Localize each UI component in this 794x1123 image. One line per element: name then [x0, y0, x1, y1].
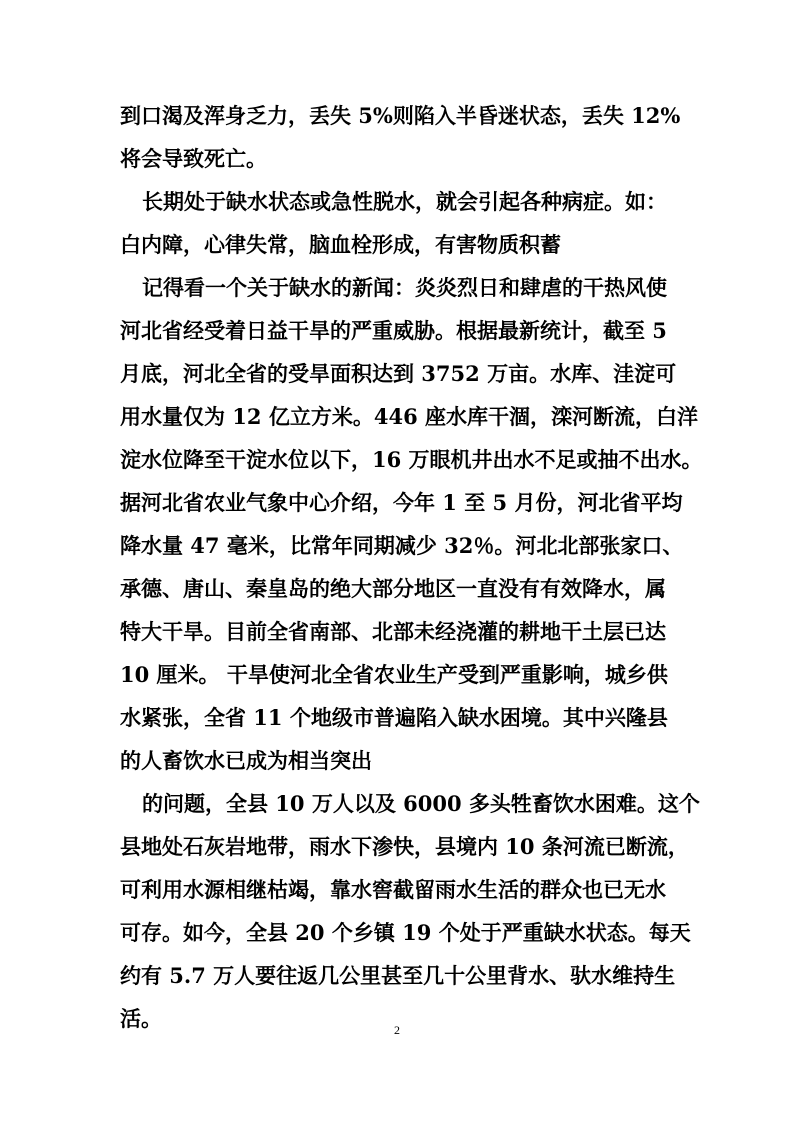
text-line: 月底，河北全省的受旱面积达到 3752 万亩。水库、洼淀可: [120, 361, 677, 386]
text-line: 淀水位降至干淀水位以下，16 万眼机井出水不足或抽不出水。: [120, 447, 703, 472]
text-line: 记得看一个关于缺水的新闻：炎炎烈日和肆虐的干热风使: [142, 275, 667, 300]
text-line: 据河北省农业气象中心介绍，今年 1 至 5 月份，河北省平均: [120, 490, 683, 515]
text-line: 活。: [120, 1006, 162, 1031]
text-line: 10 厘米。 干旱使河北全省农业生产受到严重影响，城乡供: [120, 662, 668, 687]
text-line: 的问题，全县 10 万人以及 6000 多头牲畜饮水困难。这个: [142, 791, 700, 816]
text-line: 约有 5.7 万人要往返几公里甚至几十公里背水、驮水维持生: [120, 963, 676, 988]
text-line: 用水量仅为 12 亿立方米。446 座水库干涸，滦河断流，白洋: [120, 404, 698, 429]
text-line: 的人畜饮水已成为相当突出: [120, 748, 372, 773]
text-line: 白内障，心律失常，脑血栓形成，有害物质积蓄: [120, 232, 561, 257]
text-line: 降水量 47 毫米，比常年同期减少 32％。河北北部张家口、: [120, 533, 684, 558]
text-line: 河北省经受着日益干旱的严重威胁。根据最新统计，截至 5: [120, 318, 667, 343]
text-line: 将会导致死亡。: [120, 146, 267, 171]
text-line: 可利用水源相继枯竭，靠水窖截留雨水生活的群众也已无水: [120, 877, 666, 902]
text-line: 承德、唐山、秦皇岛的绝大部分地区一直没有有效降水，属: [120, 576, 666, 601]
text-line: 可存。如今，全县 20 个乡镇 19 个处于严重缺水状态。每天: [120, 920, 691, 945]
text-line: 长期处于缺水状态或急性脱水，就会引起各种病症。如：: [142, 189, 667, 214]
text-line: 到口渴及浑身乏力，丢失 5%则陷入半昏迷状态，丢失 12%: [120, 103, 681, 128]
text-line: 水紧张，全省 11 个地级市普遍陷入缺水困境。其中兴隆县: [120, 705, 668, 730]
text-line: 县地处石灰岩地带，雨水下渗快，县境内 10 条河流已断流，: [120, 834, 689, 859]
text-line: 特大干旱。目前全省南部、北部未经浇灌的耕地干土层已达: [120, 619, 666, 644]
page-number: 2: [394, 1023, 400, 1037]
